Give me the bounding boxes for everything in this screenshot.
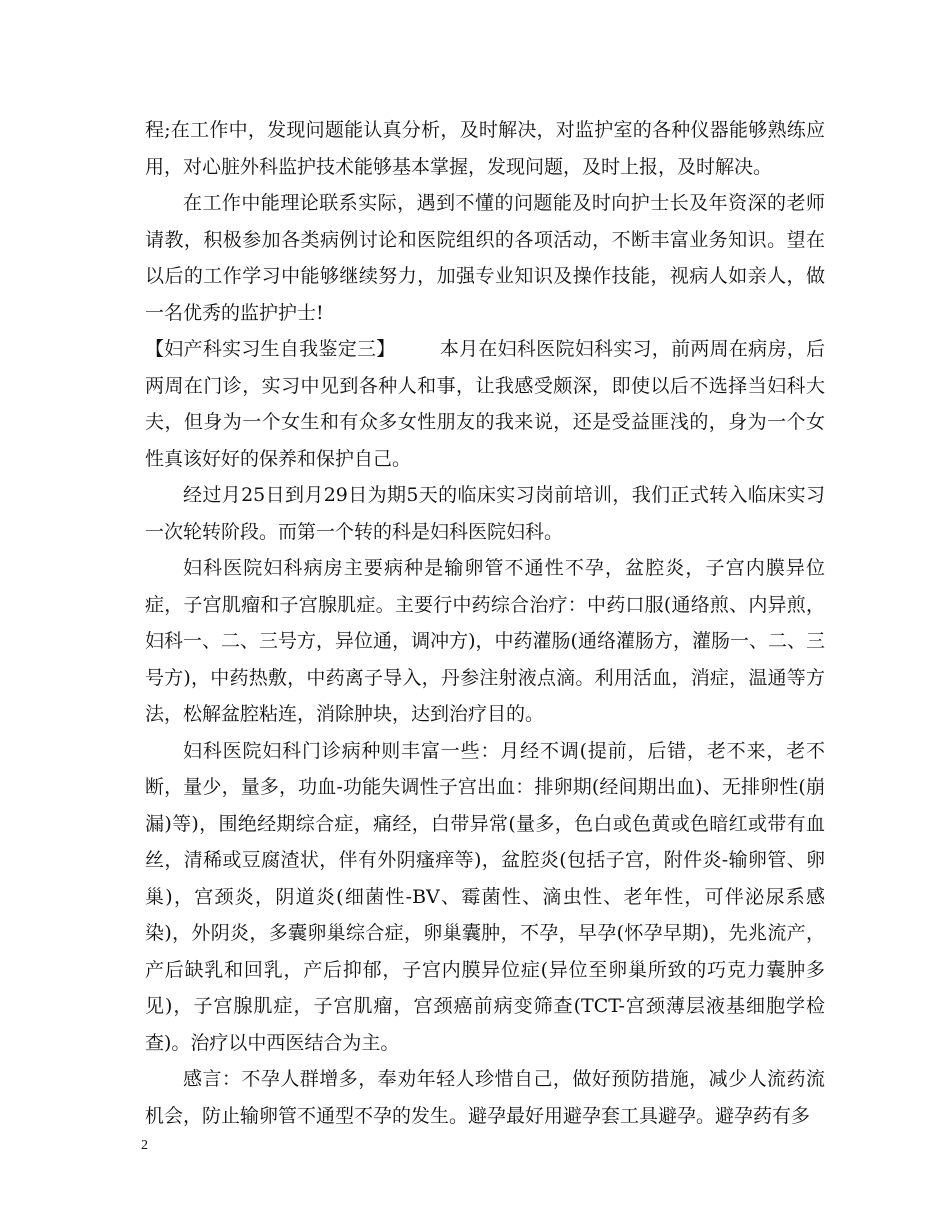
paragraph-5: 妇科医院妇科门诊病种则丰富一些：月经不调(提前，后错，老不来，老不断，量少，量多，功血-功能失调性子宫出血：排卵期(经间期出血)、无排卵性(崩漏)等)，围绝经期综合症，痛经，白带异常(量多，色白或色黄或色暗红或带有血丝，清稀或豆腐渣状，伴有外阴瘙痒等)，盆腔炎(包括子宫，附件炎-输卵管、卵巢)，宫颈炎，阴道炎(细菌性-BV、霉菌性、滴虫性、老年性，可伴泌尿系感染)，外阴炎，多囊卵巢综合症，卵巢囊肿，不孕，早孕(怀孕早期)，先兆流产，产后缺乳和回乳，产后抑郁，子宫内膜异位症(异位至卵巢所致的巧克力囊肿多见)，子宫腺肌症，子宫肌瘤，宫颈癌前病变筛查(TCT-宫颈薄层液基细胞学检查)。治疗以中西医结合为主。 xyxy=(145,739,825,1054)
paragraph-4: 妇科医院妇科病房主要病种是输卵管不通性不孕，盆腔炎，子宫内膜异位症，子宫肌瘤和子宫腺肌症。主要行中药综合治疗：中药口服(通络煎、内异煎，妇科一、二、三号方，异位通，调冲方)，中药灌肠(通络灌肠方，灌肠一、二、三号方)，中药热敷，中药离子导入，丹参注射液点滴。利用活血，消症，温通等方法，松解盆腔粘连，消除肿块，达到治疗目的。 xyxy=(145,557,825,725)
paragraph-3: 经过月25日到月29日为期5天的临床实习岗前培训，我们正式转入临床实习一次轮转阶段。而第一个转的科是妇科医院妇科。 xyxy=(145,484,825,543)
section-first-text: 本月在妇科医院妇科实习，前两周在病房，后两周在门诊，实习中见到各种人和事，让我感受颇深，即使以后不选择当妇科大夫，但身为一个女生和有众多女性朋友的我来说，还是受益匪浅的，身为一个女性真该好好的保养和保护自己。 xyxy=(145,338,825,470)
paragraph-6: 感言：不孕人群增多，奉劝年轻人珍惜自己，做好预防措施，减少人流药流机会，防止输卵管不通型不孕的发生。避孕最好用避孕套工具避孕。避孕药有多 xyxy=(145,1068,825,1127)
document-body xyxy=(145,112,825,1134)
section-paragraph xyxy=(145,331,825,477)
paragraph-2: 在工作中能理论联系实际，遇到不懂的问题能及时向护士长及年资深的老师请教，积极参加各类病例讨论和医院组织的各项活动，不断丰富业务知识。望在以后的工作学习中能够继续努力，加强专业知识及操作技能，视病人如亲人，做一名优秀的监护护士! xyxy=(145,192,825,324)
page-number: 2 xyxy=(141,1138,148,1153)
section-heading: 【妇产科实习生自我鉴定三】 xyxy=(145,338,396,360)
paragraph-1: 程;在工作中，发现问题能认真分析，及时解决，对监护室的各种仪器能够熟练应用，对心脏外科监护技术能够基本掌握，发现问题，及时上报，及时解决。 xyxy=(145,119,825,178)
